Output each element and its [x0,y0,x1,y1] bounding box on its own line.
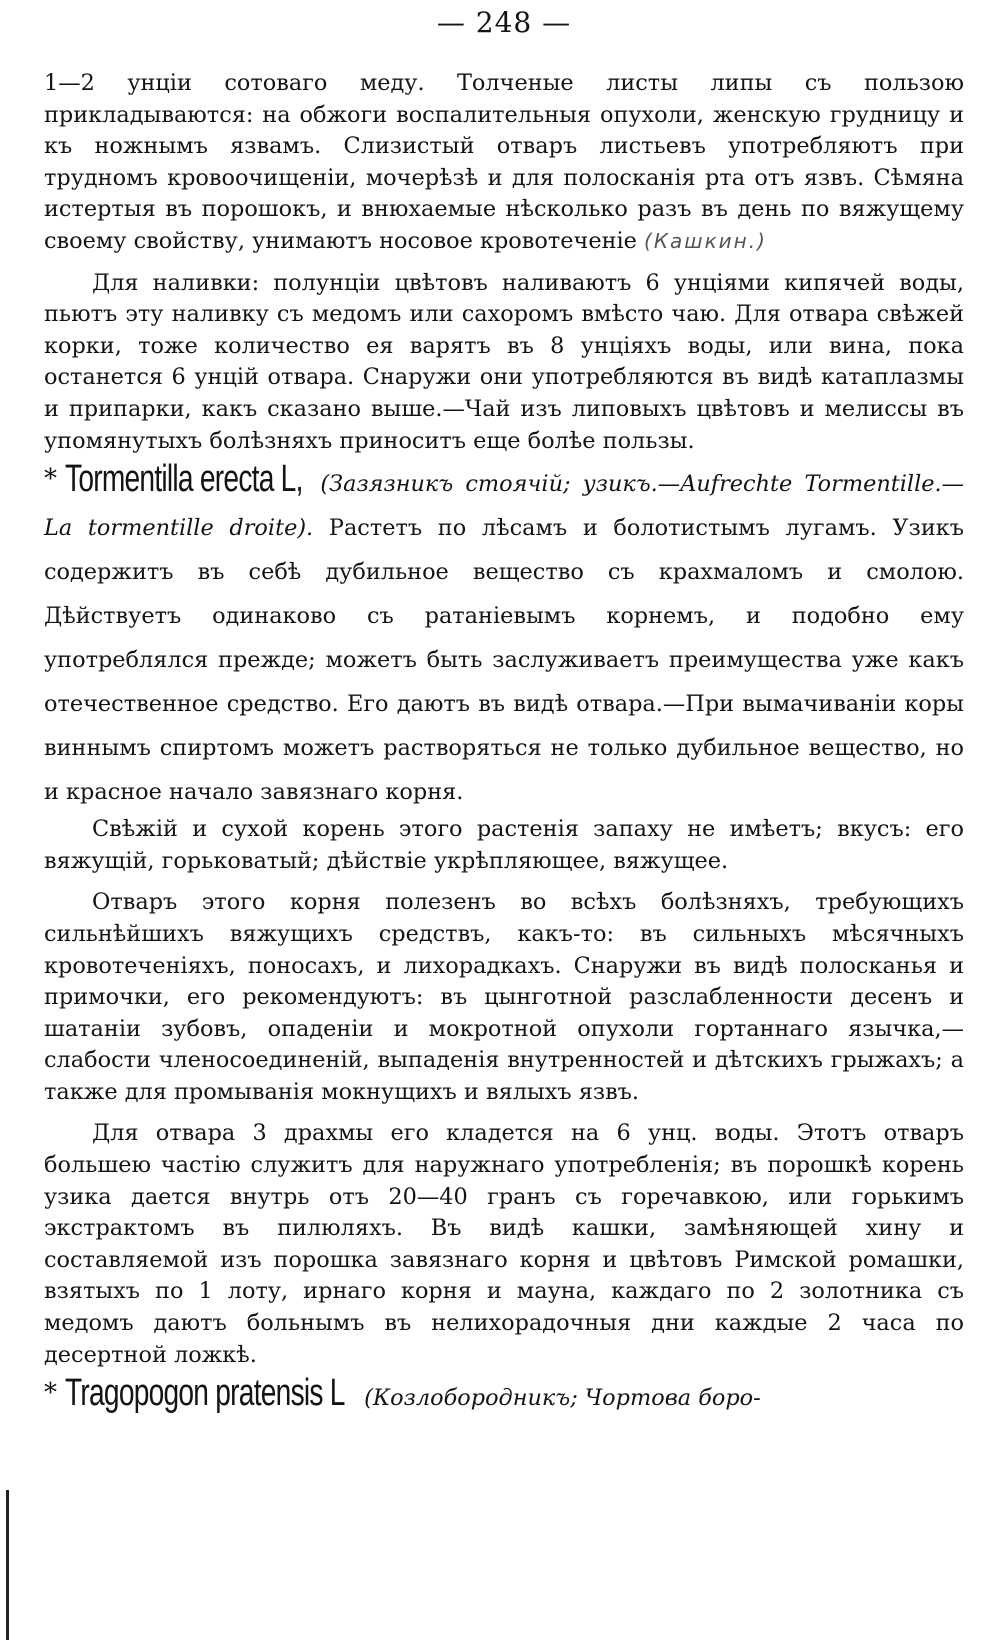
page-body [44,68,964,1420]
entry-asterisk: * [44,464,57,495]
paragraph-root-properties: Свѣжій и сухой корень этого растенія запаху не имѣетъ; вкусъ: его вяжущій, горьковатый; дѣйствіе укрѣпляющее, вяжущее. [44,816,964,874]
page-number: — 248 — [436,6,572,39]
entry-tormentilla [44,457,964,814]
entry-synonyms: (Козлобородникъ; Чортова боро- [364,1385,761,1412]
entry-description: Растетъ по лѣсамъ и болотистымъ лугамъ. Узикъ содержитъ въ себѣ дубильное вещество съ крахмаломъ и смолою. Дѣйствуетъ одинаково съ ратаніевымъ корнемъ, и подобно ему употреблялся прежде; можетъ быть заслуживаетъ преимущества уже какъ отечественное средство. Его даютъ въ видѣ отвара.—При вымачиваніи коры виннымъ спиртомъ можетъ растворяться не только дубильное вещество, но и красное начало завязнаго корня. [44,515,964,806]
paragraph-linden-uses [44,68,964,258]
paragraph-decoction-uses: Отваръ этого корня полезенъ во всѣхъ болѣзняхъ, требующихъ сильнѣйшихъ вяжущихъ средствъ, какъ-то: въ сильныхъ мѣсячныхъ кровотеченіяхъ, поносахъ, и лихорадкахъ. Снаружи въ видѣ полосканья и примочки, его рекомендуютъ: въ цынготной разслабленности десенъ и шатаніи зубовъ, опаденіи и мокротной опухоли гортаннаго язычка,—слабости членосоединеній, выпаденія внутренностей и дѣтскихъ грыжахъ; а также для промыванія мокнущихъ и вялыхъ язвъ. [44,889,964,1105]
handwritten-note: (Кашкин.) [644,228,767,253]
entry-synonyms: (Зазязникъ стоячій; узикъ.—Aufrechte Tormentille.—La tormentille droite). [44,471,964,542]
entry-tragopogon [44,1371,964,1420]
paragraph-linden-uses-text: 1—2 унціи сотоваго меду. Толченые листы липы съ пользою прикладываются: на обжоги воспалительныя опухоли, женскую грудницу и къ ножнымъ язвамъ. Слизистый отваръ листьевъ употребляютъ при трудномъ кровоочищеніи, мочерѣзѣ и для полосканія рта отъ язвъ. Сѣмяна истертыя въ порошокъ, и внюхаемые нѣсколько разъ въ день по вяжущему своему свойству, унимаютъ носовое кровотеченіе [44,70,964,254]
entry-latin-name: Tragopogon pratensis L [65,1372,345,1415]
paragraph-dosage: Для отвара 3 драхмы его кладется на 6 унц. воды. Этотъ отваръ большею частію служитъ для наружнаго употребленія; въ порошкѣ корень узика дается внутрь отъ 20—40 гранъ съ горечавкою, или горькимъ экстрактомъ въ пилюляхъ. Въ видѣ кашки, замѣняющей хину и составляемой изъ порошка завязнаго корня и цвѣтовъ Римской ромашки, взятыхъ по 1 лоту, ирнаго корня и мауна, каждаго по 2 золотника съ медомъ даютъ больнымъ въ нелихорадочныя дни каждые 2 часа по десертной ложкѣ. [44,1120,964,1368]
entry-asterisk: * [44,1378,57,1409]
entry-latin-name: Tormentilla erecta L, [65,458,303,501]
paragraph-linden-infusion: Для наливки: полунціи цвѣтовъ наливаютъ 6 унціями кипячей воды, пьютъ эту наливку съ медомъ или сахоромъ вмѣсто чаю. Для отвара свѣжей корки, тоже количество ея варятъ въ 8 унціяхъ воды, или вина, пока останется 6 унцій отвара. Снаружи они употребляются въ видѣ катаплазмы и припарки, какъ сказано выше.—Чай изъ липовыхъ цвѣтовъ и мелиссы въ упомянутыхъ болѣзняхъ приноситъ еще болѣе пользы. [44,269,964,454]
binding-edge-mark [6,1490,9,1640]
